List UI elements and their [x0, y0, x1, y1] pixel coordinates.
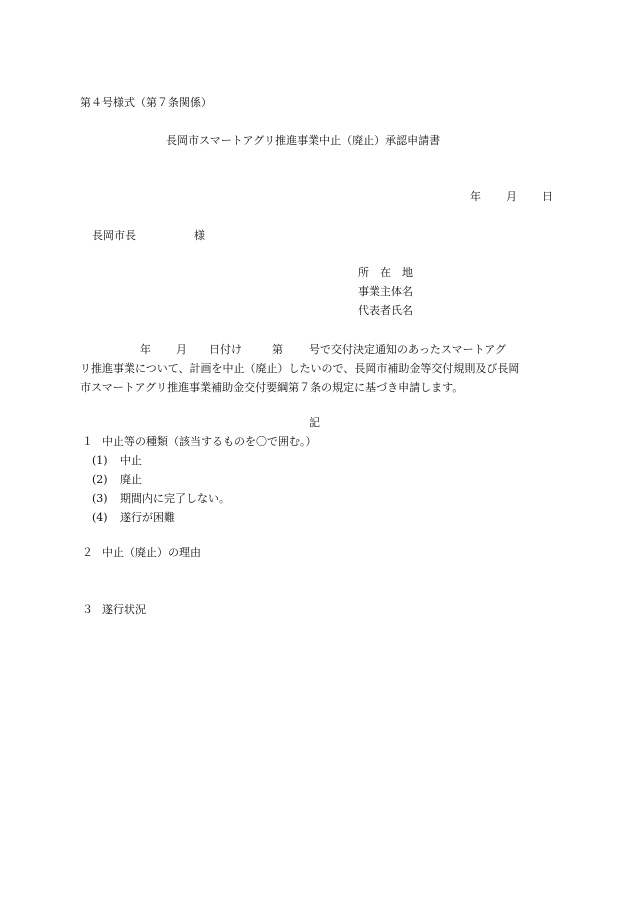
body-line1-tail: 号で交付決定通知のあったスマートアグ: [309, 343, 507, 356]
section-1-heading: [82, 436, 317, 447]
option-item: (3) 期間内に完了しない。: [92, 492, 230, 505]
body-year: 年: [140, 343, 151, 356]
section-2-title: 中止（廃止）の理由: [102, 546, 201, 559]
date-year: 年: [470, 190, 481, 203]
date-line: [470, 191, 553, 202]
section-2-heading: [82, 547, 201, 558]
address-label: 所 在 地: [358, 266, 413, 279]
body-line-2: リ推進事業について、計画を中止（廃止）したいので、長岡市補助金等交付規則及び長岡: [80, 362, 520, 375]
addressee-name: 長岡市長: [92, 229, 136, 242]
option-item: (1) 中止: [92, 454, 142, 467]
document-title: 長岡市スマートアグリ推進事業中止（廃止）承認申請書: [166, 134, 441, 147]
section-3-heading: [82, 604, 146, 615]
section-1-title: 中止等の種類（該当するものを〇で囲む。）: [102, 435, 317, 448]
date-month: 月: [506, 190, 517, 203]
section-3-title: 遂行状況: [102, 603, 146, 616]
section-1-options: [92, 455, 230, 531]
section-1-number: １: [82, 435, 93, 448]
applicant-block: [358, 267, 413, 324]
application-body: [80, 340, 550, 397]
entity-name-label: 事業主体名: [358, 285, 413, 298]
option-item: (4) 遂行が困難: [92, 511, 175, 524]
body-line-3: 市スマートアグリ推進事業補助金交付要綱第７条の規定に基づき申請します。: [80, 381, 464, 394]
body-line-1: [80, 340, 550, 359]
body-dai: 第: [272, 343, 283, 356]
ki-heading: 記: [309, 416, 320, 429]
representative-label: 代表者氏名: [358, 304, 413, 317]
section-2-number: ２: [82, 546, 93, 559]
addressee-honorific: 様: [194, 229, 205, 242]
option-item: (2) 廃止: [92, 473, 142, 486]
body-day-dated: 日付け: [209, 343, 242, 356]
body-month: 月: [176, 343, 187, 356]
date-day: 日: [542, 190, 553, 203]
addressee: [92, 230, 205, 241]
form-number-label: 第４号様式（第７条関係）: [80, 96, 212, 109]
section-3-number: ３: [82, 603, 93, 616]
